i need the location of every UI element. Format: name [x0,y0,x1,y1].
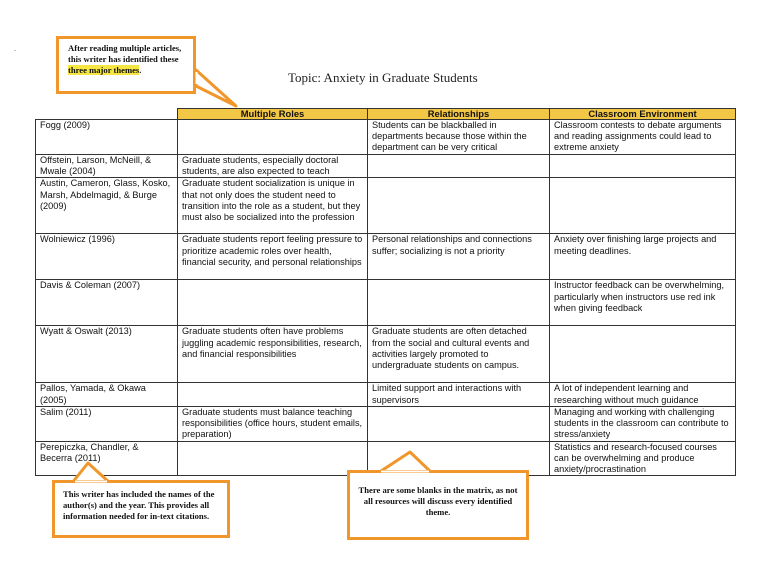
header-classroom-environment: Classroom Environment [550,109,736,120]
authors-callout: This writer has included the names of the author(s) and the year. This provides all information needed for in-text citations. [52,480,230,538]
classroom-cell: Anxiety over finishing large projects and meeting deadlines. [550,234,736,280]
relationships-cell: Students can be blackballed in departments because those within the department can be very critical [368,120,550,155]
themes-highlight: three major themes [68,65,140,75]
classroom-cell: A lot of independent learning and researching without much guidance [550,383,736,406]
classroom-cell: Instructor feedback can be overwhelming, particularly when instructors use red ink when giving feedback [550,280,736,326]
relationships-cell: Graduate students are often detached from the social and cultural events and activities largely promoted to undergraduate students on campus. [368,326,550,383]
themes-callout-end: . [139,65,142,75]
classroom-cell: Managing and working with challenging students in the classroom can contribute to stress/anxiety [550,406,736,441]
page-title: Topic: Anxiety in Graduate Students [288,70,478,85]
author-cell: Davis & Coleman (2007) [36,280,178,326]
author-cell: Pallos, Yamada, & Okawa (2005) [36,383,178,406]
roles-cell: Graduate student socialization is unique in that not only does the student need to transition into the role as a student, but they must also be socialized into the profession [178,178,368,234]
relationships-cell: Personal relationships and connections suffer; socializing is not a priority [368,234,550,280]
roles-cell: Graduate students report feeling pressure to prioritize academic roles over health, financial security, and personal relationships [178,234,368,280]
roles-cell: Graduate students, especially doctoral students, are also expected to teach [178,155,368,178]
roles-cell: Graduate students often have problems juggling academic responsibilities, research, and financial responsibilities [178,326,368,383]
header-multiple-roles: Multiple Roles [178,109,368,120]
classroom-cell: Classroom contests to debate arguments and reading assignments could lead to extreme anxiety [550,120,736,155]
blanks-callout: There are some blanks in the matrix, as not all resources will discuss every identified theme. [347,470,529,540]
page-mark: . [14,44,17,53]
themes-callout-text: After reading multiple articles, this writer has identified these [68,43,182,64]
classroom-cell: Statistics and research-focused courses can be overwhelming and produce anxiety/procrastination [550,441,736,476]
author-cell: Offstein, Larson, McNeill, & Mwale (2004) [36,155,178,178]
author-cell: Fogg (2009) [36,120,178,155]
author-cell: Austin, Cameron, Glass, Kosko, Marsh, Abdelmagid, & Burge (2009) [36,178,178,234]
author-cell: Wolniewicz (1996) [36,234,178,280]
roles-cell: Graduate students must balance teaching responsibilities (office hours, student emails, preparation) [178,406,368,441]
header-relationships: Relationships [368,109,550,120]
author-cell: Salim (2011) [36,406,178,441]
relationships-cell: Limited support and interactions with supervisors [368,383,550,406]
author-cell: Perepiczka, Chandler, & Becerra (2011) [36,441,178,476]
author-cell: Wyatt & Oswalt (2013) [36,326,178,383]
